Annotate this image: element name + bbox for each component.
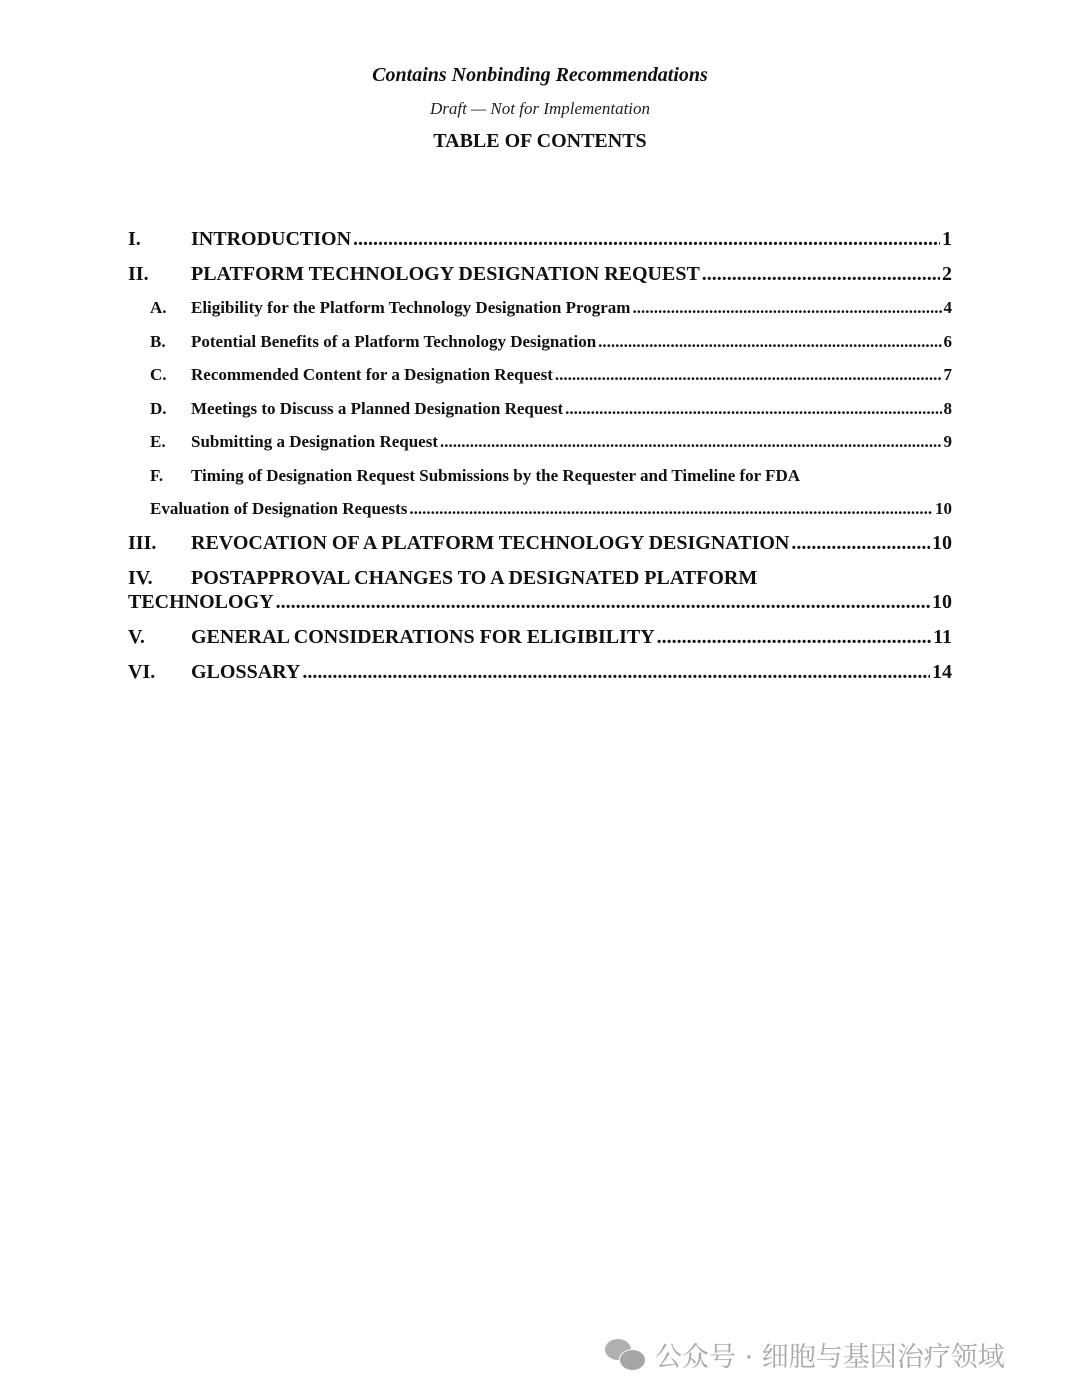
toc-title: GLOSSARY — [191, 661, 301, 683]
toc-page: 4 — [943, 298, 952, 317]
toc-entry-postapproval-continued[interactable] — [128, 591, 952, 614]
watermark — [605, 1335, 1005, 1374]
toc-number: II. — [128, 263, 149, 285]
toc-title: TECHNOLOGY — [128, 591, 274, 613]
toc-title: Eligibility for the Platform Technology Designation Program — [191, 298, 631, 317]
toc-title: PLATFORM TECHNOLOGY DESIGNATION REQUEST — [191, 263, 700, 285]
header-nonbinding: Contains Nonbinding Recommendations — [372, 64, 708, 86]
toc-entry-timing[interactable] — [128, 466, 952, 486]
dot-leader — [657, 626, 931, 649]
dot-leader — [353, 228, 940, 251]
watermark-text: 公众号 · 细胞与基因治疗领域 — [655, 1342, 1005, 1373]
dot-leader — [302, 661, 930, 684]
toc-title: GENERAL CONSIDERATIONS FOR ELIGIBILITY — [191, 626, 655, 648]
dot-leader — [565, 399, 941, 419]
toc-page: 7 — [943, 365, 952, 384]
toc-page: 10 — [932, 532, 952, 554]
toc-title: REVOCATION OF A PLATFORM TECHNOLOGY DESIGNATION — [191, 532, 790, 554]
toc-number: VI. — [128, 661, 156, 683]
toc-number: E. — [150, 432, 166, 451]
toc-number: D. — [150, 399, 167, 418]
dot-leader — [791, 532, 930, 555]
toc-number: V. — [128, 626, 145, 648]
dot-leader — [409, 499, 933, 519]
wechat-icon — [605, 1339, 645, 1371]
toc-title: POSTAPPROVAL CHANGES TO A DESIGNATED PLATFORM — [191, 567, 758, 589]
toc-entry-benefits[interactable] — [128, 332, 952, 352]
toc-entry-designation-request[interactable] — [128, 263, 952, 286]
toc-number: III. — [128, 532, 157, 554]
toc-heading: TABLE OF CONTENTS — [433, 130, 647, 152]
toc-page: 10 — [932, 591, 952, 613]
toc-page: 1 — [942, 228, 952, 250]
toc-title: Timing of Designation Request Submissions by the Requester and Timeline for FDA — [191, 466, 801, 485]
toc-number: A. — [150, 298, 167, 317]
toc-entry-general-considerations[interactable] — [128, 626, 952, 649]
toc-entry-timing-continued[interactable] — [150, 499, 952, 519]
toc-entry-meetings[interactable] — [128, 399, 952, 419]
toc-number: C. — [150, 365, 167, 384]
dot-leader — [276, 591, 930, 614]
toc-entry-revocation[interactable] — [128, 532, 952, 555]
toc-number: F. — [150, 466, 164, 485]
toc-title: Recommended Content for a Designation Request — [191, 365, 553, 384]
toc-title: INTRODUCTION — [191, 228, 352, 250]
toc-page: 8 — [943, 399, 952, 418]
dot-leader — [632, 298, 941, 318]
header-draft: Draft — Not for Implementation — [429, 99, 651, 118]
toc-title: Submitting a Designation Request — [191, 432, 439, 451]
dot-leader — [598, 332, 941, 352]
toc-entry-submitting[interactable] — [128, 432, 952, 452]
toc-page: 2 — [942, 263, 952, 285]
toc-entry-recommended-content[interactable] — [128, 365, 952, 385]
toc-entry-glossary[interactable] — [128, 661, 952, 684]
toc-page: 14 — [932, 661, 952, 683]
dot-leader — [702, 263, 940, 286]
toc-title: Meetings to Discuss a Planned Designation Request — [191, 399, 564, 418]
toc-page: 6 — [943, 332, 952, 351]
toc-number: IV. — [128, 567, 153, 589]
toc-title: Evaluation of Designation Requests — [150, 499, 408, 518]
toc-entry-eligibility[interactable] — [128, 298, 952, 318]
toc-page: 9 — [943, 432, 952, 451]
toc-number: I. — [128, 228, 141, 250]
toc-entry-postapproval[interactable] — [128, 567, 952, 590]
toc-entry-introduction[interactable] — [128, 228, 952, 251]
toc-page: 11 — [933, 626, 952, 648]
toc-title: Potential Benefits of a Platform Technology Designation — [191, 332, 597, 351]
dot-leader — [440, 432, 941, 452]
dot-leader — [555, 365, 942, 385]
toc-page: 10 — [935, 499, 952, 518]
toc-number: B. — [150, 332, 166, 351]
